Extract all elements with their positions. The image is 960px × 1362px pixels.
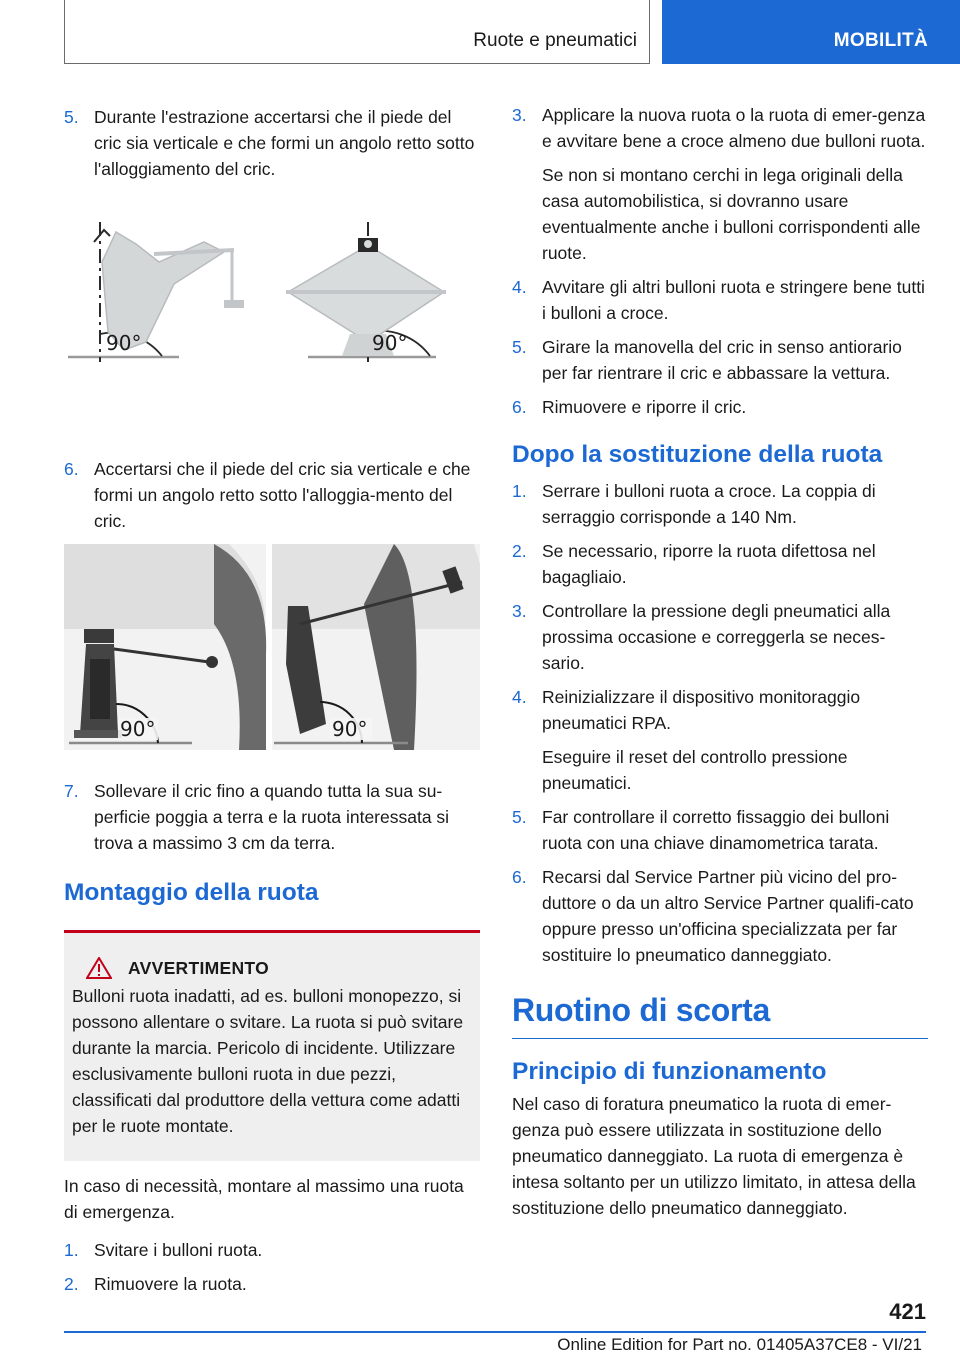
step-text: Rimuovere e riporre il cric. — [542, 397, 747, 417]
left-column — [64, 104, 480, 1305]
step-number: 6. — [64, 459, 79, 479]
list-item — [512, 538, 928, 590]
step-text: Applicare la nuova ruota o la ruota di emer-genza e avvitare bene a croce almeno due bulloni ruota. — [542, 105, 926, 151]
step-number: 6. — [512, 397, 527, 417]
step-number: 2. — [64, 1274, 79, 1294]
step-number: 5. — [512, 807, 527, 827]
step-text: Reinizializzare il dispositivo monitoraggio pneumatici RPA. — [542, 687, 861, 733]
header-section-box — [64, 0, 650, 64]
step-text: Sollevare il cric fino a quando tutta la sua su-perficie poggia a terra e la ruota interessata si trova a massimo 3 cm da terra. — [94, 781, 450, 853]
heading-principle: Principio di funzionamento — [512, 1058, 827, 1085]
jack-photo-figure — [64, 544, 480, 750]
page-number: 421 — [889, 1299, 926, 1324]
step-text: Rimuovere la ruota. — [94, 1274, 247, 1294]
step-text: Controllare la pressione degli pneumatici alla prossima occasione e correggerla se neces-sario. — [542, 601, 891, 673]
chapter-title: MOBILITÀ — [833, 30, 928, 51]
list-item — [512, 598, 928, 676]
step-text: Girare la manovella del cric in senso antiorario per far rientrare il cric e abbassare la vettura. — [542, 337, 902, 383]
jack-under-car-illustration — [64, 544, 480, 750]
warning-label: AVVERTIMENTO — [128, 958, 270, 978]
step-number: 5. — [64, 107, 79, 127]
step-text: Svitare i bulloni ruota. — [94, 1240, 263, 1260]
step-text: Serrare i bulloni ruota a croce. La coppia di serraggio corrisponde a 140 Nm. — [542, 481, 876, 527]
list-item — [64, 1237, 480, 1263]
list-item — [512, 394, 928, 420]
list-item — [64, 104, 480, 182]
angle-label: 90° — [372, 331, 408, 355]
warning-box — [64, 930, 480, 1161]
list-item — [512, 334, 928, 386]
jack-diagram-illustration — [64, 222, 480, 422]
list-item — [64, 456, 480, 534]
principle-text: Nel caso di foratura pneumatico la ruota di emer-genza può essere utilizzata in sostituzione dello pneumatico danneggiato. La ruota di emergenza è intesa soltanto per un utilizzo limitato, in attesa della sostituzione dello pneumatico danneggiato. — [512, 1094, 916, 1218]
list-item — [64, 778, 480, 856]
warning-text: Bulloni ruota inadatti, ad es. bulloni monopezzo, si possono allentare o svitare. La ruota si può svitare durante la marcia. Pericolo di incidente. Utilizzare esclusivamente bulloni ruota in due pezzi, classificati dal produttore della vettura come adatti per le ruote montate. — [72, 986, 464, 1136]
step-number: 4. — [512, 687, 527, 707]
footer-divider — [64, 1331, 926, 1333]
warning-triangle-icon — [86, 957, 112, 979]
list-item — [512, 684, 928, 796]
step-text: Far controllare il corretto fissaggio dei bulloni ruota con una chiave dinamometrica tarata. — [542, 807, 890, 853]
step-text: Recarsi dal Service Partner più vicino del pro-duttore o da un altro Service Partner qualifi-cato oppure presso un'officina specializzata per far sostituire lo pneumatico danneggiato. — [542, 867, 914, 965]
footer-edition: Online Edition for Part no. 01405A37CE8 - VI/21 — [557, 1335, 922, 1354]
step-note: Eseguire il reset del controllo pressione pneumatici. — [542, 747, 848, 793]
step-text: Avvitare gli altri bulloni ruota e stringere bene tutti i bulloni a croce. — [542, 277, 925, 323]
step-number: 4. — [512, 277, 527, 297]
step-number: 1. — [64, 1240, 79, 1260]
warning-title — [72, 955, 472, 981]
step-number: 3. — [512, 601, 527, 621]
step-note: Se non si montano cerchi in lega originali della casa automobilistica, si dovranno usare eventualmente anche i bulloni corrispondenti alle ruote. — [542, 165, 921, 263]
jack-angle-figure — [64, 222, 480, 422]
step-number: 1. — [512, 481, 527, 501]
list-item — [512, 804, 928, 856]
step-number: 3. — [512, 105, 527, 125]
heading-spare-wheel: Ruotino di scorta — [512, 990, 928, 1039]
heading-after-replacement: Dopo la sostituzione della ruota — [512, 441, 883, 468]
heading-mount-wheel: Montaggio della ruota — [64, 879, 319, 906]
section-title: Ruote e pneumatici — [473, 30, 637, 51]
step-text: Durante l'estrazione accertarsi che il piede del cric sia verticale e che formi un angolo retto sotto l'alloggiamento del cric. — [94, 107, 475, 179]
angle-label: 90° — [120, 717, 156, 741]
step-number: 5. — [512, 337, 527, 357]
step-number: 7. — [64, 781, 79, 801]
right-column — [512, 102, 928, 1221]
list-item — [512, 864, 928, 968]
header-chapter-tab — [662, 0, 960, 64]
angle-label: 90° — [332, 717, 368, 741]
step-text: Accertarsi che il piede del cric sia verticale e che formi un angolo retto sotto l'alloggia-mento del cric. — [94, 459, 471, 531]
step-text: Se necessario, riporre la ruota difettosa nel bagagliaio. — [542, 541, 876, 587]
list-item — [512, 478, 928, 530]
step-number: 2. — [512, 541, 527, 561]
list-item — [512, 102, 928, 266]
intro-text: In caso di necessità, montare al massimo una ruota di emergenza. — [64, 1176, 464, 1222]
list-item — [512, 274, 928, 326]
angle-label: 90° — [106, 331, 142, 355]
step-number: 6. — [512, 867, 527, 887]
list-item — [64, 1271, 480, 1297]
